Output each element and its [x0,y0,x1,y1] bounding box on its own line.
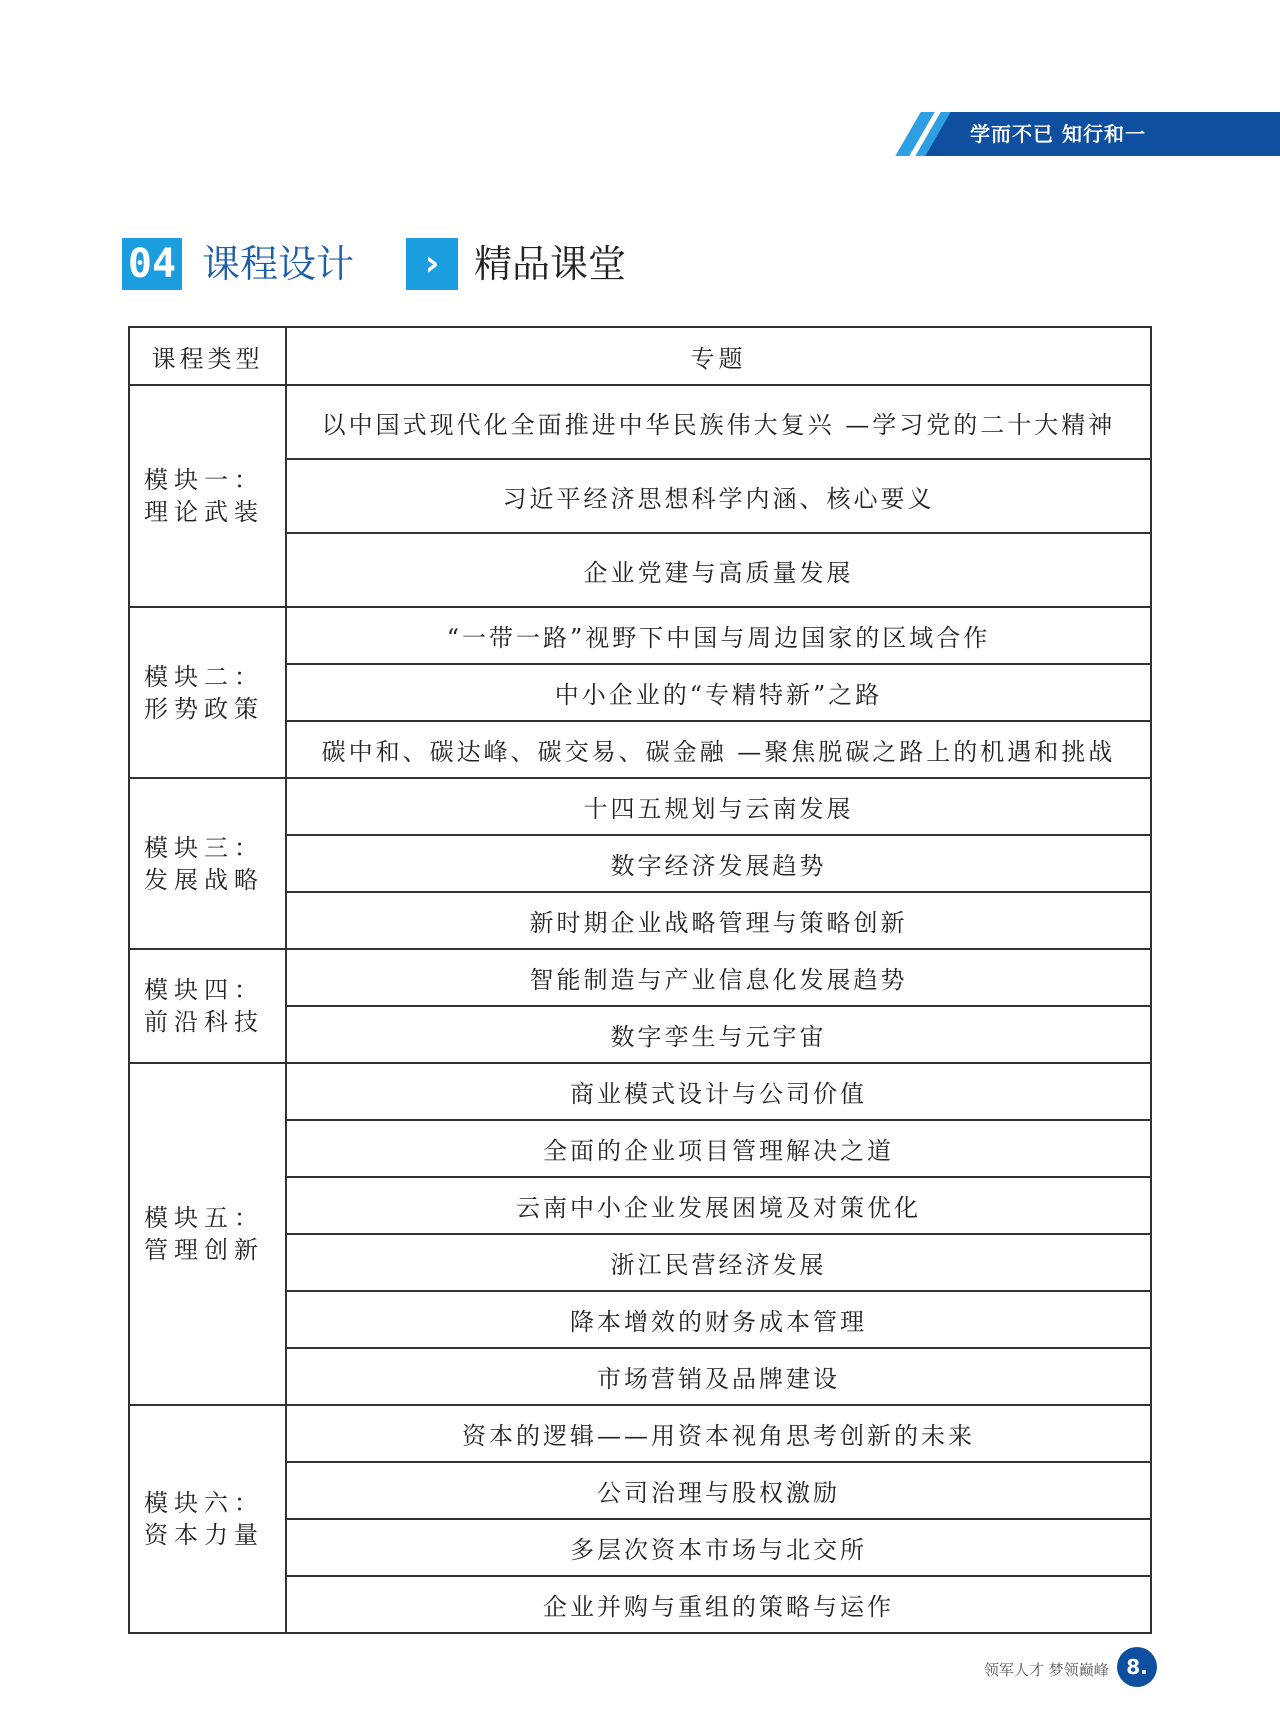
table-row [129,385,1151,459]
banner-motto: 学而不已 知行和一 [970,122,1146,146]
module-name: 前沿科技 [144,1008,264,1036]
module-name: 形势政策 [144,694,264,723]
topic-cell: 资本的逻辑——用资本视角思考创新的未来 [286,1405,1151,1462]
topic-cell: 碳中和、碳达峰、碳交易、碳金融 —聚焦脱碳之路上的机遇和挑战 [286,721,1151,778]
module-name: 资本力量 [144,1521,264,1549]
topic-cell: 以中国式现代化全面推进中华民族伟大复兴 —学习党的二十大精神 [286,385,1151,459]
topic-cell: 新时期企业战略管理与策略创新 [286,892,1151,949]
module-name: 发展战略 [144,865,264,894]
topic-cell: 数字经济发展趋势 [286,835,1151,892]
subsection-title: 精品课堂 [474,242,627,286]
chevron-right-icon: › [406,238,458,290]
module-cell [129,1063,286,1405]
footer-slogan: 领军人才 梦领巅峰 [984,1661,1109,1679]
topic-cell: 习近平经济思想科学内涵、核心要义 [286,459,1151,533]
table-row [129,607,1151,664]
table-row [129,1063,1151,1120]
topic-cell: 中小企业的“专精特新”之路 [286,664,1151,721]
topic-cell: 企业并购与重组的策略与运作 [286,1576,1151,1633]
module-cell [129,1405,286,1633]
topic-cell: 十四五规划与云南发展 [286,778,1151,835]
module-label: 模块四： [144,976,264,1004]
section-title: 课程设计 [202,242,355,286]
section-number: 04 [122,238,182,290]
table-header-row [129,327,1151,385]
topic-cell: 商业模式设计与公司价值 [286,1063,1151,1120]
topic-cell: 降本增效的财务成本管理 [286,1291,1151,1348]
topic-cell: “一带一路”视野下中国与周边国家的区域合作 [286,607,1151,664]
topic-cell: 智能制造与产业信息化发展趋势 [286,949,1151,1006]
topic-cell: 公司治理与股权激励 [286,1462,1151,1519]
module-label: 模块二： [144,662,264,691]
module-cell [129,385,286,607]
module-name: 管理创新 [144,1236,264,1264]
module-label: 模块一： [144,466,264,494]
page-number: 8. [1117,1647,1157,1687]
header-topic: 专题 [286,327,1151,385]
module-label: 模块五： [144,1204,264,1232]
top-banner [890,112,1280,156]
table-row [129,778,1151,835]
module-cell [129,949,286,1063]
table-row [129,949,1151,1006]
module-label: 模块六： [144,1489,264,1517]
topic-cell: 数字孪生与元宇宙 [286,1006,1151,1063]
topic-cell: 浙江民营经济发展 [286,1234,1151,1291]
topic-cell: 云南中小企业发展困境及对策优化 [286,1177,1151,1234]
module-cell [129,778,286,949]
course-table [128,326,1152,1634]
module-name: 理论武装 [144,498,264,526]
module-label: 模块三： [144,833,264,862]
header-course-type: 课程类型 [129,327,286,385]
topic-cell: 企业党建与高质量发展 [286,533,1151,607]
topic-cell: 全面的企业项目管理解决之道 [286,1120,1151,1177]
topic-cell: 多层次资本市场与北交所 [286,1519,1151,1576]
topic-cell: 市场营销及品牌建设 [286,1348,1151,1405]
module-cell [129,607,286,778]
table-row [129,1405,1151,1462]
